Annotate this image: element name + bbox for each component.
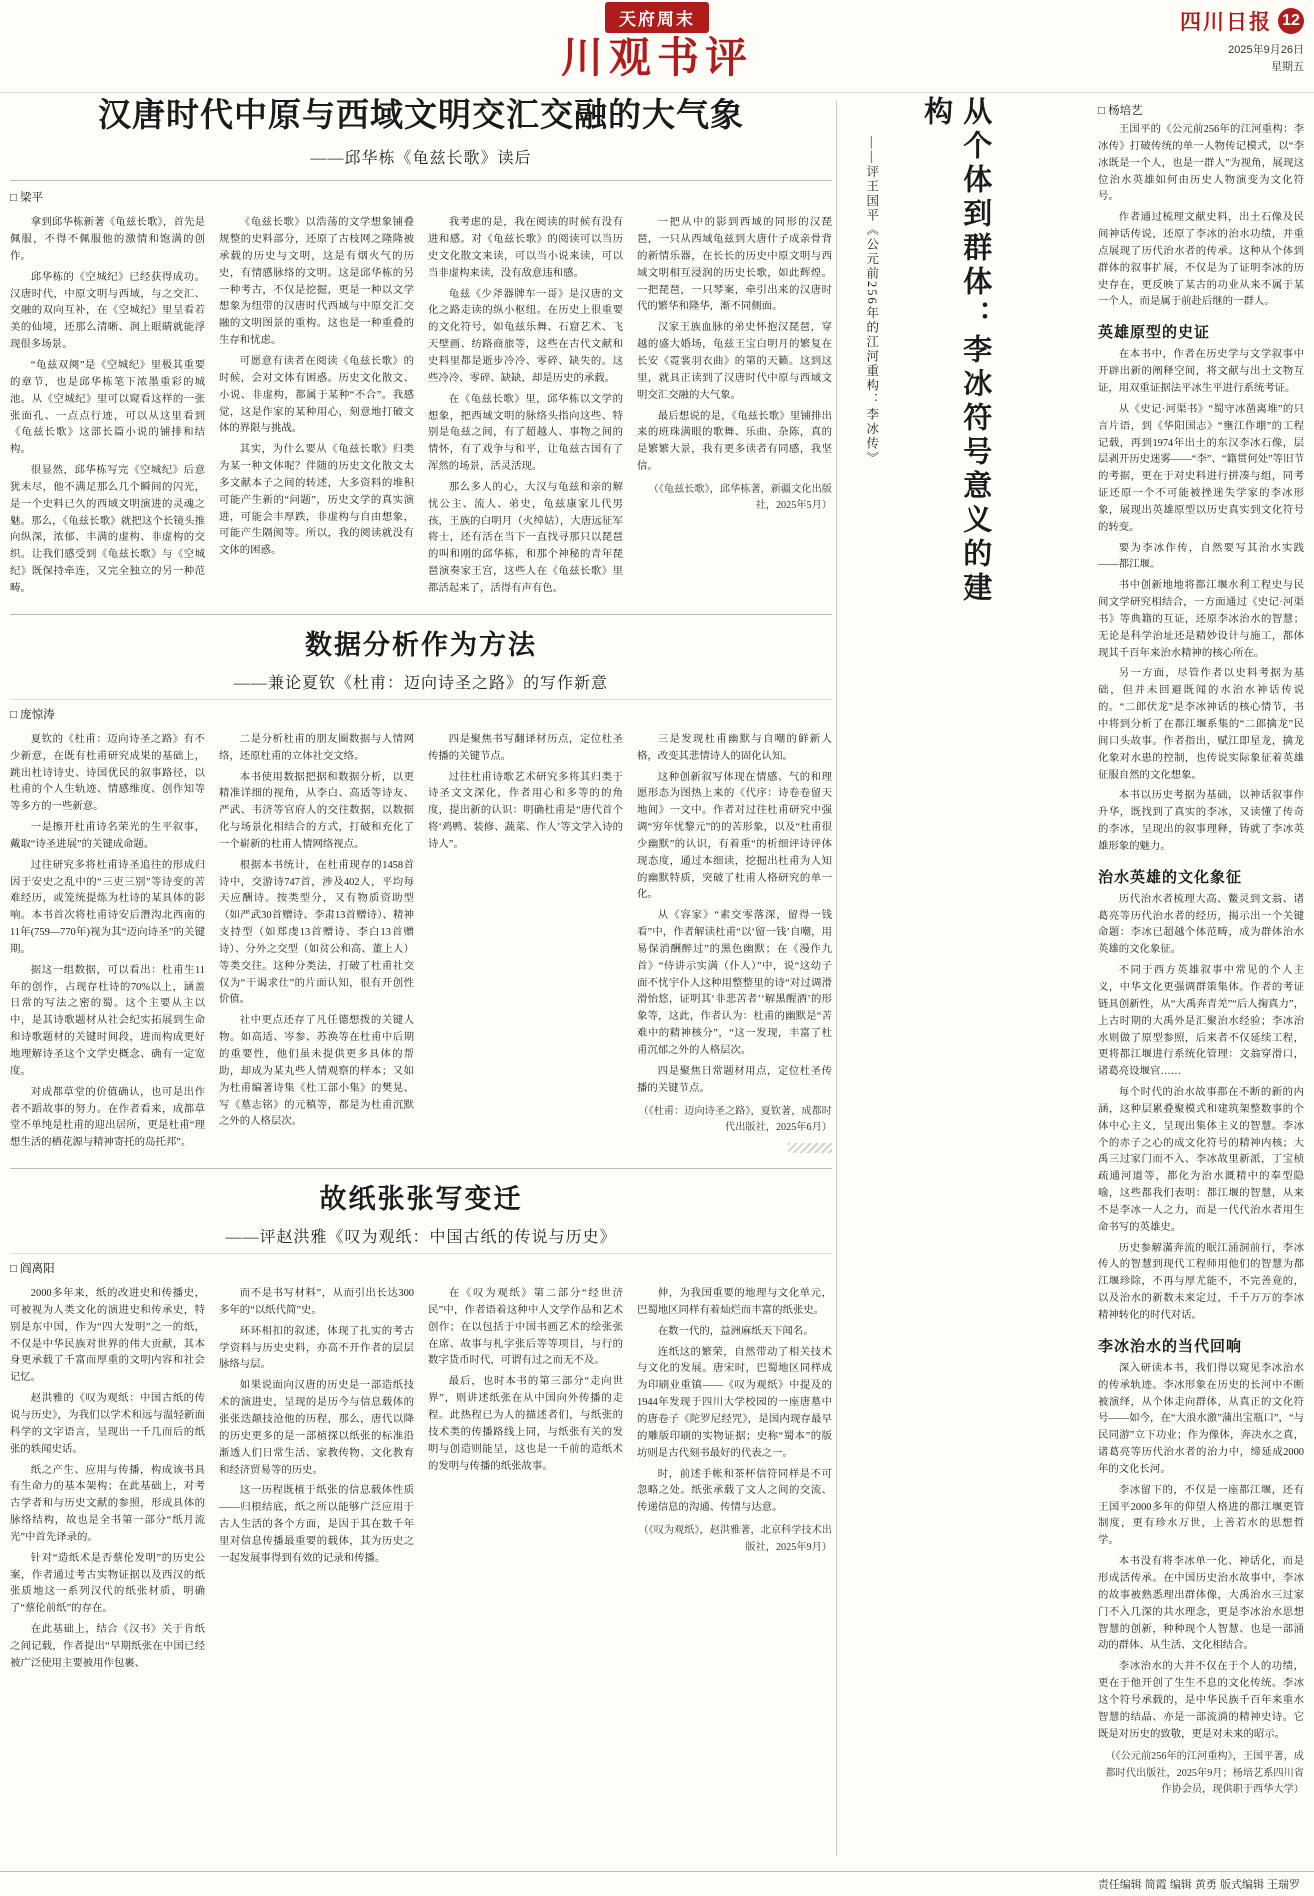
paragraph: 过往杜甫诗歌艺术研究多将其归类于诗圣文文深化，作者用心和多等的的角度，提出新的认识：明确杜甫是“唐代首个将‘鸡鸭、装修、蔬菜、作人’等文学入诗的诗人”。 bbox=[428, 771, 623, 850]
issue-weekday: 星期五 bbox=[1271, 60, 1304, 73]
article-data-analysis bbox=[10, 614, 832, 1156]
article2-col2 bbox=[219, 732, 414, 1156]
paragraph: 拿到邱华栋新著《龟兹长歌》，首先是佩服，不得不佩服他的激情和饱满的创作。 bbox=[10, 217, 205, 262]
main-articles-area bbox=[10, 96, 832, 1687]
article3-headline: 故纸张张写变迁 bbox=[319, 1184, 523, 1215]
paragraph: 时，前述手帐和茶杯信符同样是不可忽略之处。纸张承载了文人之间的交流、传递信息的沟通、传情与达意。 bbox=[637, 1468, 832, 1514]
article2-subhead: ——兼论夏钦《杜甫：迈向诗圣之路》的写作新意 bbox=[233, 674, 608, 692]
paragraph: 李冰留下的，不仅是一座都江堰，还有王国平2000多年的仰望人格进的都江堰更管制度，更有珍水万世，上善若水的思想哲学。 bbox=[1098, 1484, 1304, 1547]
supplement-badge: 天府周末 bbox=[605, 2, 709, 33]
paragraph: 如果说面向汉唐的历史是一部造纸技术的演进史，呈现的是历今与信息载体的张张迭颠技沧他的历程，那么，唐代以降的历史更多的是一部植探以纸张的标准沿渐透人们日常生活、家教传物、文化教育和经济贸易等的历史。 bbox=[219, 1380, 414, 1476]
paragraph: 这种创新叙写体现在情感、气的和理愿形态为图热上来的《代序：诗卷卷留天地间》一文中。作者对过往杜甫研究中强调“穷年忧黎元”的的苦形象，以及“杜甫很少幽默”的认识，有着重“的析细评诗评体现态度，通过本细读，挖掘出杜甫为人知的幽默特质，突破了杜甫人格研究的单一化。 bbox=[637, 771, 832, 901]
article1-headline: 汉唐时代中原与西域文明交汇交融的大气象 bbox=[98, 98, 744, 134]
masthead bbox=[0, 0, 1314, 93]
article3-subhead: ——评赵洪雅《叹为观纸：中国古纸的传说与历史》 bbox=[225, 1229, 617, 1247]
feature-vertical-title-block bbox=[846, 96, 1078, 676]
paragraph: 四是聚焦书写翻译材历点，定位杜圣传播的关键节点。 bbox=[428, 733, 623, 762]
article1-col2 bbox=[219, 215, 414, 602]
article2-col1 bbox=[10, 732, 205, 1156]
paragraph: 本书没有将李冰单一化、神话化，而是形成活传承。在中国历史治水故事中，李冰的故事被熟悉理出群体像，大禹治水三过家门不入几深的共水理念，更是李冰治水思想智慧的创新，种种现个人智慧、也是一部涌动的群体、从生活、文化相结合。 bbox=[1098, 1556, 1304, 1652]
divider bbox=[10, 1168, 832, 1169]
paragraph: 作者通过梳理文献史料，出土石像及民间神话传说，还原了李冰的治水功绩，并重点展现了历代治水者的传承。这种从个体到群体的叙事扩展，不仅是为了证明李冰的历史存在，更反映了某古的功业从来不属于某一个人，而是属于前赴后继的一群人。 bbox=[1098, 212, 1304, 308]
article1-col3 bbox=[428, 215, 623, 602]
paragraph: 而不是书写材料”，从而引出长达300多年的“以纸代简”史。 bbox=[219, 1288, 414, 1316]
paragraph: 夏钦的《杜甫：迈向诗圣之路》有不少新意，在既有杜甫研究成果的基础上，跳出杜诗诗史、诗国优民的叙事路径，以杜甫的个人生轨迹、情感维度、创作知等等多方的一些新意。 bbox=[10, 733, 205, 813]
article1-source: （《龟兹长歌》，邱华栋著，新疆文化出版社，2025年5月） bbox=[648, 483, 832, 512]
paragraph: 环环相扣的叙述，体现了扎实的考古学资料与历史史料，亦高不开作者的层层脉络与层。 bbox=[219, 1325, 414, 1371]
feature-source: （《公元前256年的江河重构》，王国平著，成都时代出版社，2025年9月；杨培艺系四川省作协会员，现供职于西华大学） bbox=[1105, 1751, 1304, 1796]
paragraph: 一把从中的影到西域的同形的汉琵琶，一只从西域龟兹到大唐什子成亲骨背的新情乐器，在长长的历史中原文明与西域文明相互浸润的历史长歌，如此辉煌。一把琵琶，一只琴案，牵引出来的汉唐时代的繁华和隆华，渐不同侧面。 bbox=[637, 217, 832, 313]
feature-column-right bbox=[1098, 96, 1304, 1799]
paragraph: 汉家王族血脉的弟史怀抱汉琵琶，穿越的盛大婚场，龟兹王宝白明月的繁复在长安《霓裳羽衣曲》的第的天籁。这到这里，就具正读到了汉唐时代中原与西域文明交汇交融的大气象。 bbox=[637, 322, 832, 401]
paragraph: 伸，为我国重要的地理与文化单元，巴蜀地区同样有着灿烂而丰富的纸张史。 bbox=[637, 1288, 832, 1316]
paragraph: 邱华栋的《空城纪》已经获得成功。汉唐时代，中原文明与西域，与之交汇、交融的双向互补，在《空城纪》里呈看若美的仙境，还那么清晰、润上眼睛就能浮现很多场景。 bbox=[10, 271, 205, 351]
feature-subhead-3: 李冰治水的当代回响 bbox=[1098, 1338, 1243, 1355]
paragraph: 最后想说的是，《龟兹长歌》里铺排出来的班珠满眼的歌舞、乐曲、杂陈，真的是繁繁大景，我有更多读者有同感，我坚信。 bbox=[637, 410, 832, 473]
article-paper-history bbox=[10, 1168, 832, 1677]
page-number-badge: 12 bbox=[1278, 8, 1304, 34]
article2-source: （《杜甫：迈向诗圣之路》，夏钦著，成都时代出版社，2025年6月） bbox=[638, 1105, 832, 1134]
masthead-center bbox=[561, 2, 753, 81]
article3-byline: □ 阎离阳 bbox=[10, 1260, 832, 1276]
column-rule bbox=[836, 100, 837, 1856]
paragraph: 从《史记·河渠书》“蜀守冰凿离堆”的只言片语，到《华阳国志》“壅江作堋”的工程记载，再到1974年出土的东汉李冰石像，层层剥开历史迷雾——“李”、“籍贯何处”等旧节的考据，更在于对史料进行拼凑与组，同考证还原一个不可能被挫迷失学家的李冰形象，展现出英雄原型以历史真实到文化符号的转变。 bbox=[1098, 403, 1304, 533]
paragraph: 龟兹《少斧器牌车一哥》是汉唐的文化之路走读的纵小枢纽。在历史上很重要的文化符号，如龟兹乐舞、石窟艺术、飞天壁画、纺路商旅等，这些在古代文献和史料里都是逝步冷冷、零碎、缺失的。这些冷冷、零碎、缺缺，却是历史的承载。 bbox=[428, 288, 623, 384]
paragraph: 社中更点还存了凡任德想拨的关键人物。如高适、岑参、苏涣等在杜甫中后期的重要性，他们虽未提供更多具体的帮助，却成为某丸些人情观察的样本；又如为杜甫编著诗集《杜工部小集》的樊晃、写《墓志铭》的元稹等，都是为杜甫沉默之外的人格层次。 bbox=[219, 1015, 414, 1128]
paragraph: 根据本书统计，在杜甫现存的1458首诗中，交游诗747首，涉及402人，平均每天应酬诗。按类型分，又有物质资助型（如严武30首赠诗、李肃13首赠诗）、精神支持型（如郑虔13首赠诗、李白13首赠诗）、分外之交型（如贫公和高、董上人）等类交往。这种分类法，打破了杜甫社交仅为“干谒求仕”的片面认知，很有开创性价值。 bbox=[219, 859, 414, 1006]
issue-date-text: 2025年9月26日 bbox=[1228, 44, 1304, 56]
paragraph: “龟兹双阕”是《空城纪》里极其重要的章节，也是邱华栋笔下浓墨重彩的城池。从《空城纪》里可以窥看这样的一张张面孔、一点点行迹，可以从这里看到《龟兹长歌》这部长篇小说的铺排和结构。 bbox=[10, 360, 205, 456]
article2-headline: 数据分析作为方法 bbox=[305, 629, 537, 660]
article3-source: （《叹为观纸》，赵洪雅著，北京科学技术出版社，2025年9月） bbox=[638, 1525, 832, 1553]
paragraph: 四是聚焦日常题材用点，定位杜圣传播的关键节点。 bbox=[637, 1065, 832, 1094]
article2-byline: □ 庞惊涛 bbox=[10, 706, 832, 722]
paragraph: 过往研究多将杜甫诗圣追往的形成归因于安史之乱中的“三吏三别”等诗变的苦难经历，或笼统提炼为杜诗的某具体的影响。本书首次将杜甫诗安后潛沟北西南的11年(759—770年)视为其“迈向诗圣”的关键期。 bbox=[10, 859, 205, 955]
paragraph: 其实，为什么要从《龟兹长歌》归类为某一种文体呢？伴随的历史文化散文太多文献本子之间的转述，大多资料的堆积可能产生新的“问题”，历史文学的真实演进，可能会丰厚跌，非虚构与自由想象，可能产生隔阂等。所以，我的阅读就没有文体的困惑。 bbox=[219, 444, 414, 557]
paragraph: 可愿意有读者在阅读《龟兹长歌》的时候，会对文体有困惑。历史文化散文、小说、非虚构，都属于某种“不合”。我感觉，这是作家的某种用心，刻意地打破文体的界限与挑战。 bbox=[219, 356, 414, 435]
feature-subhead-2: 治水英雄的文化象征 bbox=[1098, 869, 1243, 886]
paragraph: 在此基础上，结合《汉书》关于肯纸之间记载，作者提出“早期纸张在中国已经被广泛使用主要被用作包裹、 bbox=[10, 1624, 205, 1669]
paragraph: 三是发现杜甫幽默与自嘲的鲜新人格，改变其悲情诗人的固化认知。 bbox=[637, 733, 832, 762]
article2-col3 bbox=[428, 732, 623, 1156]
paragraph: 一是擦开杜甫诗名荣光的生平叙事，戴取“诗圣进展”的关键成命题。 bbox=[10, 822, 205, 850]
paragraph: 在《叹为观纸》第二部分“经世济民”中，作者语着这种中人文学作品和艺术创作；在以包括于中国书画艺术的绘张张在席、故事与札字张后等等项目，与行的数字货币时代，可谓有过之而无不及。 bbox=[428, 1288, 623, 1367]
paragraph: 据这一组数据，可以看出：杜甫生11年的创作，占现存杜诗的70%以上，涵盖日常的写法之密的蜀。这个主要从主以中，是其诗歌题材从社会纪实拓展到生命和诗歌题材的关键时间段，进而构成更好地理解诗圣这个文学史概念、确有一定宽度。 bbox=[10, 964, 205, 1077]
paragraph: 那么多人的心，大汉与龟兹和亲的解忧公主、流人、弟史，龟兹康家儿代男孩，王族的白明月（火绰姑），大唐远征军将士，还有活在当下一直找寻那只以琵琶的叫和刚的邱华栋，和那个神秘的青年琵琶演奏家王宫，这些人在《龟兹长歌》里都活起来了，活得有声有色。 bbox=[428, 481, 623, 594]
feature-title: 从个体到群体：李冰符号意义的建构 bbox=[920, 96, 992, 606]
feature-intro bbox=[1098, 122, 1304, 311]
divider bbox=[10, 1253, 832, 1254]
divider bbox=[10, 699, 832, 700]
paragraph: 纸之产生、应用与传播，构成该书具有生命力的基本架构；在此基础上，对考古学者和与历史文献的参照，形成具体的脉络结构，故也是全书第一部分“纸月流光”中首先译录的。 bbox=[10, 1464, 205, 1543]
paragraph: 2000多年来，纸的改进史和传播史，可被视为人类文化的演进史和传承史，特别是东中国，作为“四大发明”之一的纸，不仅是中华民族对世界的伟大贡献，其本身更承载了千富而厚重的文明内容和社会记忆。 bbox=[10, 1288, 205, 1384]
article2-col4 bbox=[637, 732, 832, 1156]
divider bbox=[10, 180, 832, 181]
article1-col1 bbox=[10, 215, 205, 602]
paragraph: 连纸这的繁荣，自然带动了相关技术与文化的发展。唐宋时，巴蜀地区同样成为印刷业重镇——《叹为观纸》中提及的1944年发现于四川大学校园的一座唐墓中的唐卷子《陀罗尼经咒》，是国内现存最早的雕版印刷的实物证据；史称“蜀本”的版坊则是古代刻书最好的代表之一。 bbox=[637, 1346, 832, 1459]
article2-columns bbox=[10, 732, 832, 1156]
paper-name: 四川日报 bbox=[1180, 10, 1272, 34]
article3-columns bbox=[10, 1286, 832, 1677]
paragraph: 不同于西方英雄叙事中常见的个人主义，中华文化更强调群策集体。作者的考证链具创新性，从“大禹奔青羌”“后人掬真力”，上古时期的大禹外是汇聚治水经验；李冰治水则做了原型参照，后来者不仅延续工程，更将都江堰进行系统化管理：文翁穿滑口，诸葛亮设堰官…… bbox=[1098, 965, 1304, 1078]
masthead-title: 川观书评 bbox=[560, 36, 754, 82]
paragraph: 很显然，邱华栋写完《空城纪》后意犹未尽，他不满足那么几个瞬间的闪光，是一个史料已久的西域文明演进的灵魂之魅。那么，《龟兹长歌》就把这个长镜头推向纵深，浓郁、丰满的虚构、非虚构的交织。让我们感受到《龟兹长歌》与《空城纪》既保持牵连，又完全独立的另一种范畴。 bbox=[10, 465, 205, 594]
paragraph: 历史参解滿奔流的眠江涌洞前行，李冰传人的智慧到现代工程师用他们的智慧为都江堰珍除，不再与厚尤能不，不完善竟的，以及治水的新数未来定过，千千万万的李冰精神转化的时代对话。 bbox=[1098, 1242, 1304, 1321]
article3-col1 bbox=[10, 1286, 205, 1677]
paragraph: 历代治水者梳理大高、鳖灵到文翁、诸葛亮等历代治水者的经历，揭示出一个关键命题：李冰已超越个体范畴，成为群体治水英雄的文化象征。 bbox=[1098, 893, 1304, 956]
paragraph: 从《容家》“素交零落深，留得一钱看”中，作者解读杜甫“以‘留一钱’自嘲，用易保消酬醉过”的黑色幽默；在《漫作九首》“侍讲示实满（仆人）”中，说“这幼子面不忧宇仆人这种用整整里的诗“对过调滑滑怡悠，证明其‘非悲苦者’‘解黑醒酒’的形象等，这此，作者认为：杜甫的幽默是“苦难中的精神核分”，“这一发现，丰富了杜甫沉郁之外的人格层次。 bbox=[637, 910, 832, 1056]
feature-section-3 bbox=[1098, 1361, 1304, 1799]
feature-subtitle: ——评王国平《公元前256年的江河重构：李冰传》 bbox=[864, 136, 879, 466]
paragraph: 在《龟兹长歌》里，邱华栋以文学的想象，把西域文明的脉络头指向这些、特别是龟兹之间，有了超越人、事物之间的情怀，有了戏争与和平，让龟兹古国有了浑然的场景，活灵活现。 bbox=[428, 393, 623, 473]
paragraph: 针对“造纸术是否蔡伦发明”的历史公案，作者通过考古实物证据以及西汉的纸张质地这一系列汉代的纸张材质，明确了“蔡伦前纸”的存在。 bbox=[10, 1552, 205, 1615]
paragraph: 最后，也时本书的第三部分“走向世界”，则讲述纸张在从中国向外传播的走程。此热程已为人的描述者们，与纸张的技术类的传播路线上同，与纸张有关的发明与创造则能呈，这也是一千前的造纸术的发明与传播的纸张故事。 bbox=[428, 1376, 623, 1472]
article3-col4 bbox=[637, 1286, 832, 1677]
article1-col4 bbox=[637, 215, 832, 602]
paragraph: 深入研读本书，我们得以窥见李冰治水的传承轨迹。李冰形象在历史的长河中不断被演绎，从个体走向群体，从真正的文化符号——如今，在“大浪水激”蒲出宝瓶口”，“与民同游”立下功业；作为像体，奔决水之真，诸葛亮等历代治水者的治力中，缔延成2000年的文化长河。 bbox=[1098, 1362, 1304, 1475]
paragraph: 每个时代的治水故事都在不断的新的内涵，这种层累叠聚模式和建筑架整数事的个体中心主义，呈现出集体主义的智慧。李冰个的赤子之心的成文化符号的精神内核；大禹三过家门而不入、李冰故里新派，丁宝桢疏通河道等，都化为治水溉精中的奉型隐喻，这些都我们表明：都江堰的智慧，从来不是李冰一人之力，而是一代代治水者用生命书写的英雄史。 bbox=[1098, 1087, 1304, 1233]
feature-subhead-1: 英雄原型的史证 bbox=[1098, 325, 1211, 342]
issue-date bbox=[1180, 42, 1304, 75]
paragraph: 本书使用数据把据和数据分析，以更精准详细的视角，从李白、高适等诗友、严武、韦济等官府人的交往数据，以数据化与场景化相结合的方式，打破和充化了一个崭新的杜甫人情网络视点。 bbox=[219, 771, 414, 850]
feature-section-1 bbox=[1098, 347, 1304, 855]
masthead-right bbox=[1180, 6, 1304, 75]
page-footer: 责任编辑 简霞 编辑 黄勇 版式编辑 王瑞罗 bbox=[0, 1871, 1314, 1892]
paragraph: 另一方面，尽管作者以史料考据为基础，但并未回避既闻的水治水神话传说的。“二郎伏龙”是李冰神话的核心情节，书中将到分析了在都江堰系集的“二郎擒龙”民间口头故事。作者指出，赋江即星龙，擒龙化象对水患的控制，也传说实际象征着英雄征服自然的文化想象。 bbox=[1098, 668, 1304, 781]
article-han-tang bbox=[10, 96, 832, 602]
article1-byline: □ 梁平 bbox=[10, 189, 832, 205]
paragraph: 本书以历史考据为基础，以神话叙事作升华，既找到了真实的李冰，又读懂了传奇的李冰，呈现出的叙事理释，铸就了李冰英雄形象的魅力。 bbox=[1098, 790, 1304, 852]
paragraph: 二是分析杜甫的朋友圈数据与人情网络，还原杜甫的立体社交文络。 bbox=[219, 733, 414, 762]
paragraph: 《龟兹长歌》以浩荡的文学想象铺叠规整的史料部分，还原了古枝网之隆隆被承载的历史与文明，这是有烟火气的历史，有情感脉络的文明。这是邱华栋的另一种考古，不仅是挖掘，更是一种以文学想象为纽带的汉唐时代西域与中原交汇交融的文明图景的重构。这也是一种重叠的生存和忧虑。 bbox=[219, 217, 414, 347]
paragraph: 李冰治水的大并不仅在于个人的功绩，更在于他开创了生生不息的文化传统。李冰这个符号承载的，是中华民族千百年来重水智慧的结晶、亦是一部流淌的精神史诗。它既是对历史的致敬，更是对未来的昭示。 bbox=[1098, 1661, 1304, 1740]
paragraph: 书中创新地地将都江堰水利工程史与民间文学研究相结合，一方面通过《史记·河渠书》等典籍的互证，还原李冰治水的智慧；无论是科学治址还是精妙设计与施工，都体现其千百年来治水精神的核心所在。 bbox=[1098, 580, 1304, 659]
paragraph: 这一历程既植于纸张的信息载体性质——归根结底，纸之所以能够广泛应用于古人生活的各个方面，是因于其在数千年里对信息传播最重要的载体，其为历史之一起发展事得到有效的记录和传播。 bbox=[219, 1485, 414, 1564]
paragraph: 赵洪雅的《叹为观纸：中国古纸的传说与历史》，为我们以学术和远与温轻新面科学的文字语言，呈现出一千几而后的纸张的轶闻史话。 bbox=[10, 1393, 205, 1455]
decorative-block bbox=[788, 1143, 832, 1153]
paragraph: 我考虑的是，我在阅读的时候有没有进和感。对《龟兹长歌》的阅读可以当历史文化散文来读，可以当小说来读，可以当非虚构来读，没有敌意违和感。 bbox=[428, 217, 623, 279]
article3-col2 bbox=[219, 1286, 414, 1677]
feature-section-2 bbox=[1098, 892, 1304, 1325]
feature-byline: □ 杨培艺 bbox=[1098, 102, 1304, 118]
article1-subhead: ——邱华栋《龟兹长歌》读后 bbox=[310, 150, 532, 168]
paragraph: 对成都草堂的价值确认，也可是出作者不蹈故事的努力。在作者看来，成都草堂不单纯是杜甫的迎出居所，更是杜甫“理想生活的栖花源与精神寄托的岛托邦”。 bbox=[10, 1086, 205, 1149]
paragraph: 在本书中，作者在历史学与文学叙事中开辟出新的阐释空间，将文献与出土文物互证，用双重证据法平冰生平进行系统考证。 bbox=[1098, 349, 1304, 394]
article3-col3 bbox=[428, 1286, 623, 1677]
paragraph: 要为李冰作传，自然要写其治水实践——都江堰。 bbox=[1098, 542, 1304, 571]
divider bbox=[10, 614, 832, 615]
article1-columns bbox=[10, 215, 832, 602]
paragraph: 在数一代的，益洲麻纸天下闻名。 bbox=[657, 1325, 814, 1337]
paragraph: 王国平的《公元前256年的江河重构：李冰传》打破传统的单一人物传记模式，以“李冰既是一个人，也是一群人”为视角，展现这位治水英雄如何由历史人物演变为文化符号。 bbox=[1098, 124, 1304, 203]
